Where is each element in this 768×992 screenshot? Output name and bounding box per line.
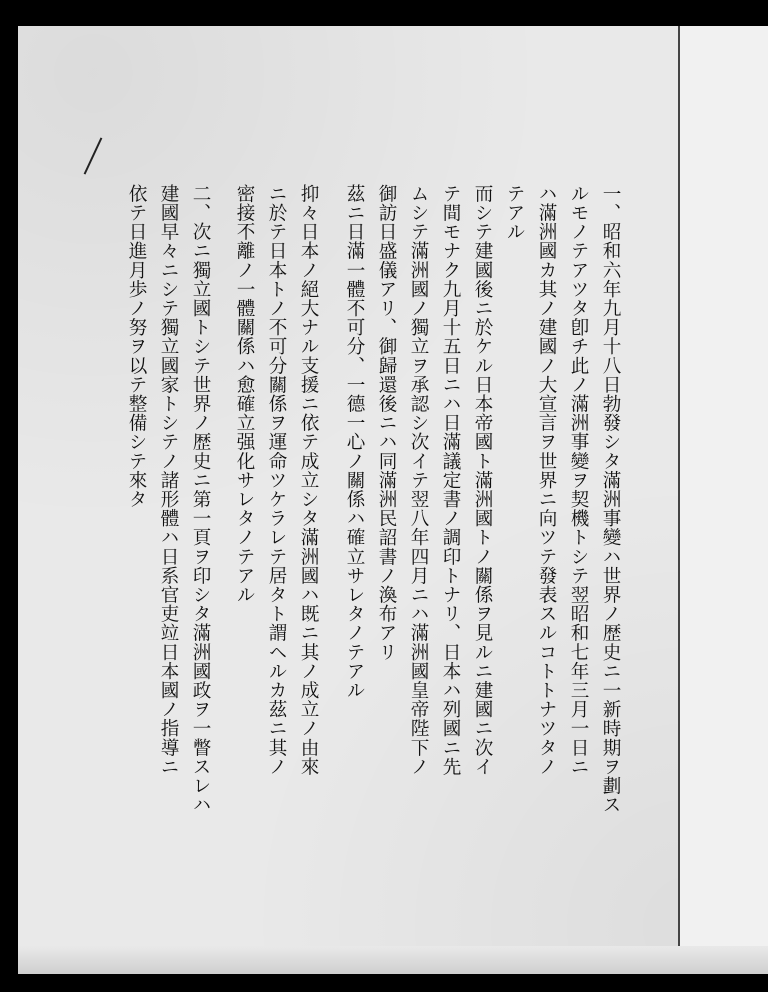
text-column: 而シテ建國後ニ於ケル日本帝國ト滿洲國トノ關係ヲ見ルニ建國ニ次イ [472, 184, 493, 777]
text-column: ハ滿洲國カ其ノ建國ノ大宣言ヲ世界ニ向ツテ發表スルコトトナツタノ [536, 184, 557, 777]
text-column: ニ於テ日本トノ不可分關係ヲ運命ツケラレテ居タト謂ヘルカ茲ニ其ノ [266, 184, 287, 777]
text-column: 一、昭和六年九月十八日勃發シタ滿洲事變ハ世界ノ歴史ニ一新時期ヲ劃ス [600, 184, 621, 815]
text-column: 御訪日盛儀アリ、御歸還後ニハ同滿洲民詔書ノ渙布アリ [376, 184, 397, 662]
text-column: 建國早々ニシテ獨立國家トシテノ諸形體ハ日系官吏竝日本國ノ指導ニ [158, 184, 179, 777]
text-column: 依テ日進月歩ノ努ヲ以テ整備シテ來タ [126, 184, 147, 509]
text-column: テアル [504, 184, 525, 242]
text-body [18, 26, 768, 974]
text-column: 茲ニ日滿一體不可分、一德一心ノ關係ハ確立サレタノテアル [344, 184, 365, 700]
text-column: 抑々日本ノ絕大ナル支援ニ依テ成立シタ滿洲國ハ既ニ其ノ成立ノ由來 [298, 184, 319, 777]
text-column: ムシテ滿洲國ノ獨立ヲ承認シ次イテ翌八年四月ニハ滿洲國皇帝陛下ノ [408, 184, 429, 777]
text-column: 密接不離ノ一體關係ハ愈確立强化サレタノテアル [234, 184, 255, 605]
text-column: ルモノテアツタ卽チ此ノ滿洲事變ヲ契機トシテ翌昭和七年三月一日ニ [568, 184, 589, 777]
text-column: テ間モナク九月十五日ニハ日滿議定書ノ調印トナリ、日本ハ列國ニ先 [440, 184, 461, 777]
scanned-page [18, 26, 768, 974]
text-column: 二、次ニ獨立國トシテ世界ノ歴史ニ第一頁ヲ印シタ滿洲國政ヲ一瞥スレハ [190, 184, 211, 815]
